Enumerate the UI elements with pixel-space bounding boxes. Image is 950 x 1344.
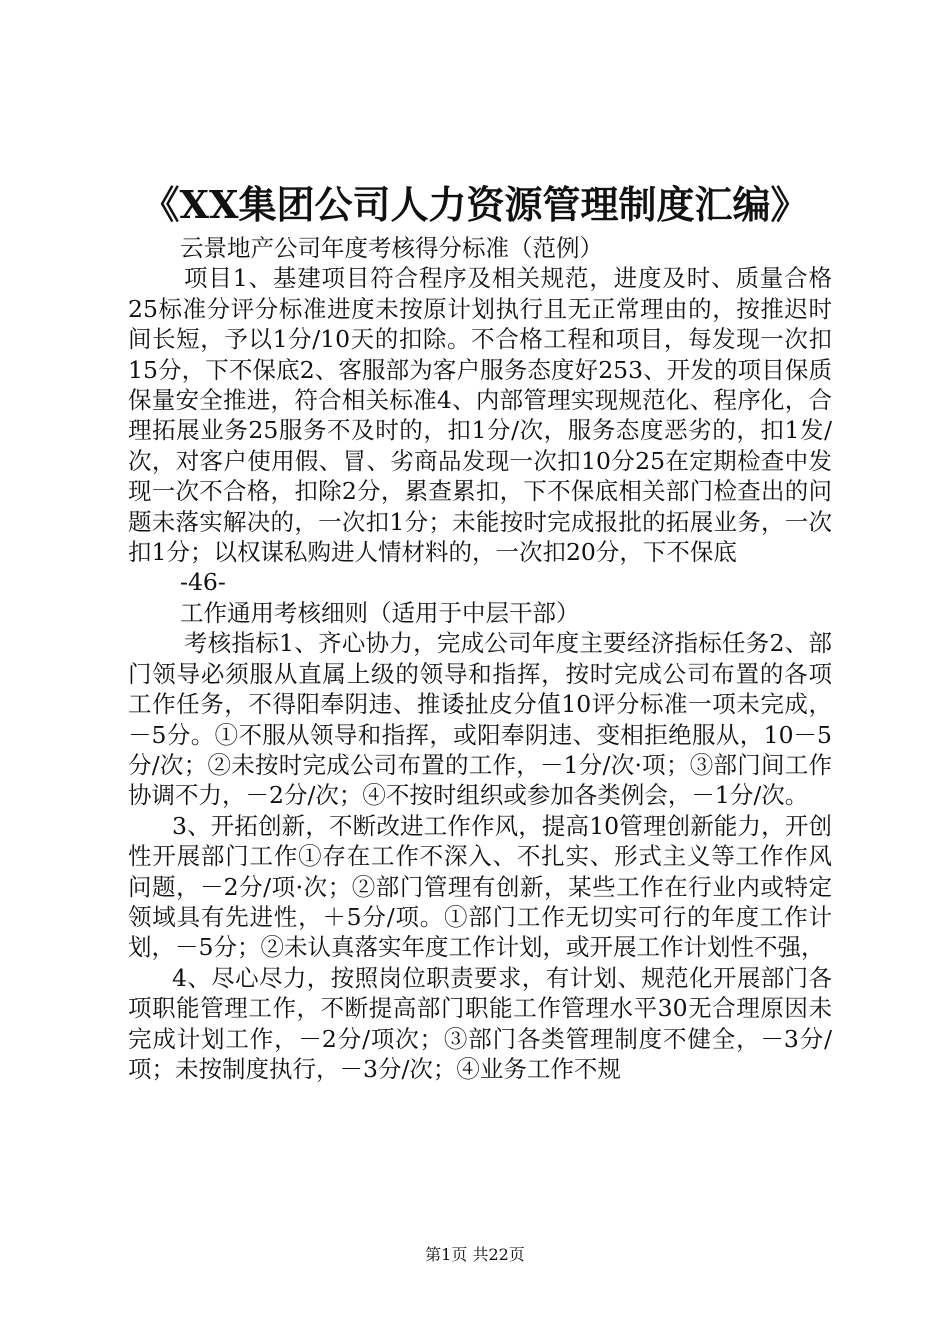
document-title: 《XX集团公司人力资源管理制度汇编》 — [141, 182, 809, 227]
page-marker: -46- — [180, 568, 226, 597]
body-paragraph: 3、开拓创新，不断改进工作作风，提高10管理创新能力，开创性开展部门工作①存在工作不深入、不扎实、形式主义等工作作风问题，－2分/项·次；②部门管理有创新，某些工作在行业内或特定领域具有先进性，＋5分/项。①部门工作无切实可行的年度工作计划，－5分；②未认真落实年度工作计划，或开展工作计划性不强， — [128, 811, 832, 962]
body-paragraph: 4、尽心尽力，按照岗位职责要求，有计划、规范化开展部门各项职能管理工作，不断提高部门职能工作管理水平30无合理原因未完成计划工作，－2分/项次；③部门各类管理制度不健全，－3分/项；未按制度执行，－3分/次；④业务工作不规 — [128, 963, 832, 1083]
document-body — [128, 233, 832, 1084]
section-heading: 云景地产公司年度考核得分标准（范例） — [180, 234, 603, 262]
body-paragraph: 项目1、基建项目符合程序及相关规范，进度及时、质量合格25标准分评分标准进度未按原计划执行且无正常理由的，按推迟时间长短，予以1分/10天的扣除。不合格工程和项目，每发现一次扣15分，下不保底2、客服部为客户服务态度好253、开发的项目保质保量安全推进，符合相关标准4、内部管理实现规范化、程序化，合理拓展业务25服务不及时的，扣1分/次，服务态度恶劣的，扣1发/次，对客户使用假、冒、劣商品发现一次扣10分25在定期检查中发现一次不合格，扣除2分，累查累扣，下不保底相关部门检查出的问题未落实解决的，一次扣1分；未能按时完成报批的拓展业务，一次扣1分；以权谋私购进人情材料的，一次扣20分，下不保底 — [128, 264, 832, 567]
page-footer: 第1页 共22页 — [425, 1245, 525, 1264]
body-paragraph: 考核指标1、齐心协力，完成公司年度主要经济指标任务2、部门领导必须服从直属上级的领导和指挥，按时完成公司布置的各项工作任务，不得阳奉阴违、推诿扯皮分值10评分标准一项未完成，－5分。①不服从领导和指挥，或阳奉阴违、变相拒绝服从，10－5分/次；②未按时完成公司布置的工作，－1分/次·项；③部门间工作协调不力，－2分/次；④不按时组织或参加各类例会，－1分/次。 — [128, 629, 832, 810]
section-heading: 工作通用考核细则（适用于中层干部） — [180, 598, 580, 627]
